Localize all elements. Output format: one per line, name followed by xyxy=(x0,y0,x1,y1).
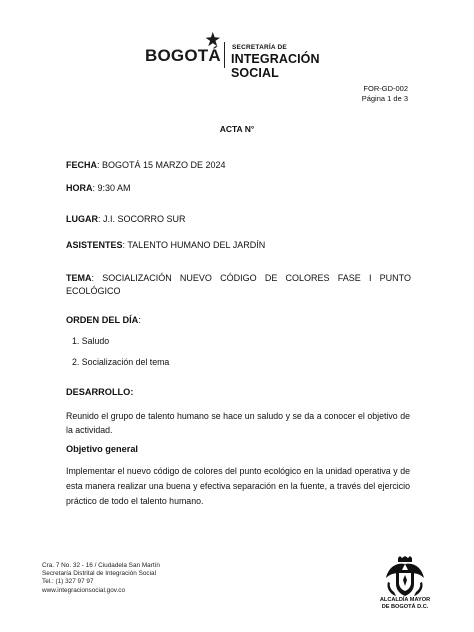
lugar-value: : J.I. SOCORRO SUR xyxy=(98,214,186,224)
hora-label: HORA xyxy=(66,183,93,193)
desarrollo-paragraph: Reunido el grupo de talento humano se hace un saludo y se da a conocer el objetivo de la actividad. xyxy=(66,411,410,435)
footer-line: Tel.: (1) 327 97 97 xyxy=(42,578,94,586)
logo-secretaria-main: INTEGRACIÓN SOCIAL xyxy=(231,52,320,80)
logo-bogota-word: BOGOTÁ xyxy=(145,46,221,65)
page-info: Página 1 de 3 xyxy=(361,94,408,103)
logo-secretaria-small: SECRETARÍA DE xyxy=(232,44,287,51)
list-item: 1. Saludo xyxy=(72,336,110,346)
desarrollo-heading: DESARROLLO: xyxy=(66,387,134,397)
bogota-star-icon xyxy=(202,31,220,49)
objetivo-paragraph: Implementar el nuevo código de colores del punto ecológico en la unidad operativa y de esta manera realizar una buena y efectiva separación en la fuente, a través del ejercicio práctico de todo el talento humano. xyxy=(66,466,410,506)
alcaldia-line2: DE BOGOTÁ D.C. xyxy=(381,603,429,610)
form-code-block xyxy=(362,84,408,104)
fecha-label: FECHA xyxy=(66,160,97,170)
footer-address xyxy=(42,562,160,595)
orden-label: ORDEN DEL DÍA xyxy=(66,315,139,325)
footer-line: Cra. 7 No. 32 - 16 / Ciudadela San Martín xyxy=(42,562,160,569)
orden-colon: : xyxy=(138,315,141,325)
hora-field xyxy=(66,183,131,193)
list-item: 2. Socialización del tema xyxy=(72,357,170,367)
tema-value: : SOCIALIZACIÓN NUEVO CÓDIGO DE COLORES FASE I PUNTO ECOLÓGICO xyxy=(66,273,411,296)
alcaldia-line1: ALCALDÍA MAYOR xyxy=(379,597,431,603)
asistentes-field xyxy=(66,240,265,250)
alcaldia-label xyxy=(364,597,446,611)
asistentes-label: ASISTENTES xyxy=(66,240,123,250)
lugar-label: LUGAR xyxy=(66,214,98,224)
header-logo xyxy=(145,30,355,80)
objetivo-heading: Objetivo general xyxy=(66,444,138,454)
lugar-field xyxy=(66,214,186,224)
asistentes-value: : TALENTO HUMANO DEL JARDÍN xyxy=(122,240,266,250)
doc-title: ACTA N° xyxy=(219,124,255,134)
fecha-field xyxy=(66,160,226,170)
hora-value: : 9:30 AM xyxy=(92,183,131,193)
form-code: FOR-GD-002 xyxy=(363,84,408,93)
fecha-value: : BOGOTÁ 15 MARZO DE 2024 xyxy=(97,160,226,170)
orden-heading xyxy=(66,315,141,325)
tema-field xyxy=(66,272,411,298)
tema-label: TEMA xyxy=(66,273,92,283)
footer-line: Secretaría Distrital de Integración Social xyxy=(42,570,157,578)
footer-line: www.integracionsocial.gov.co xyxy=(42,586,125,594)
logo-divider xyxy=(224,42,225,68)
